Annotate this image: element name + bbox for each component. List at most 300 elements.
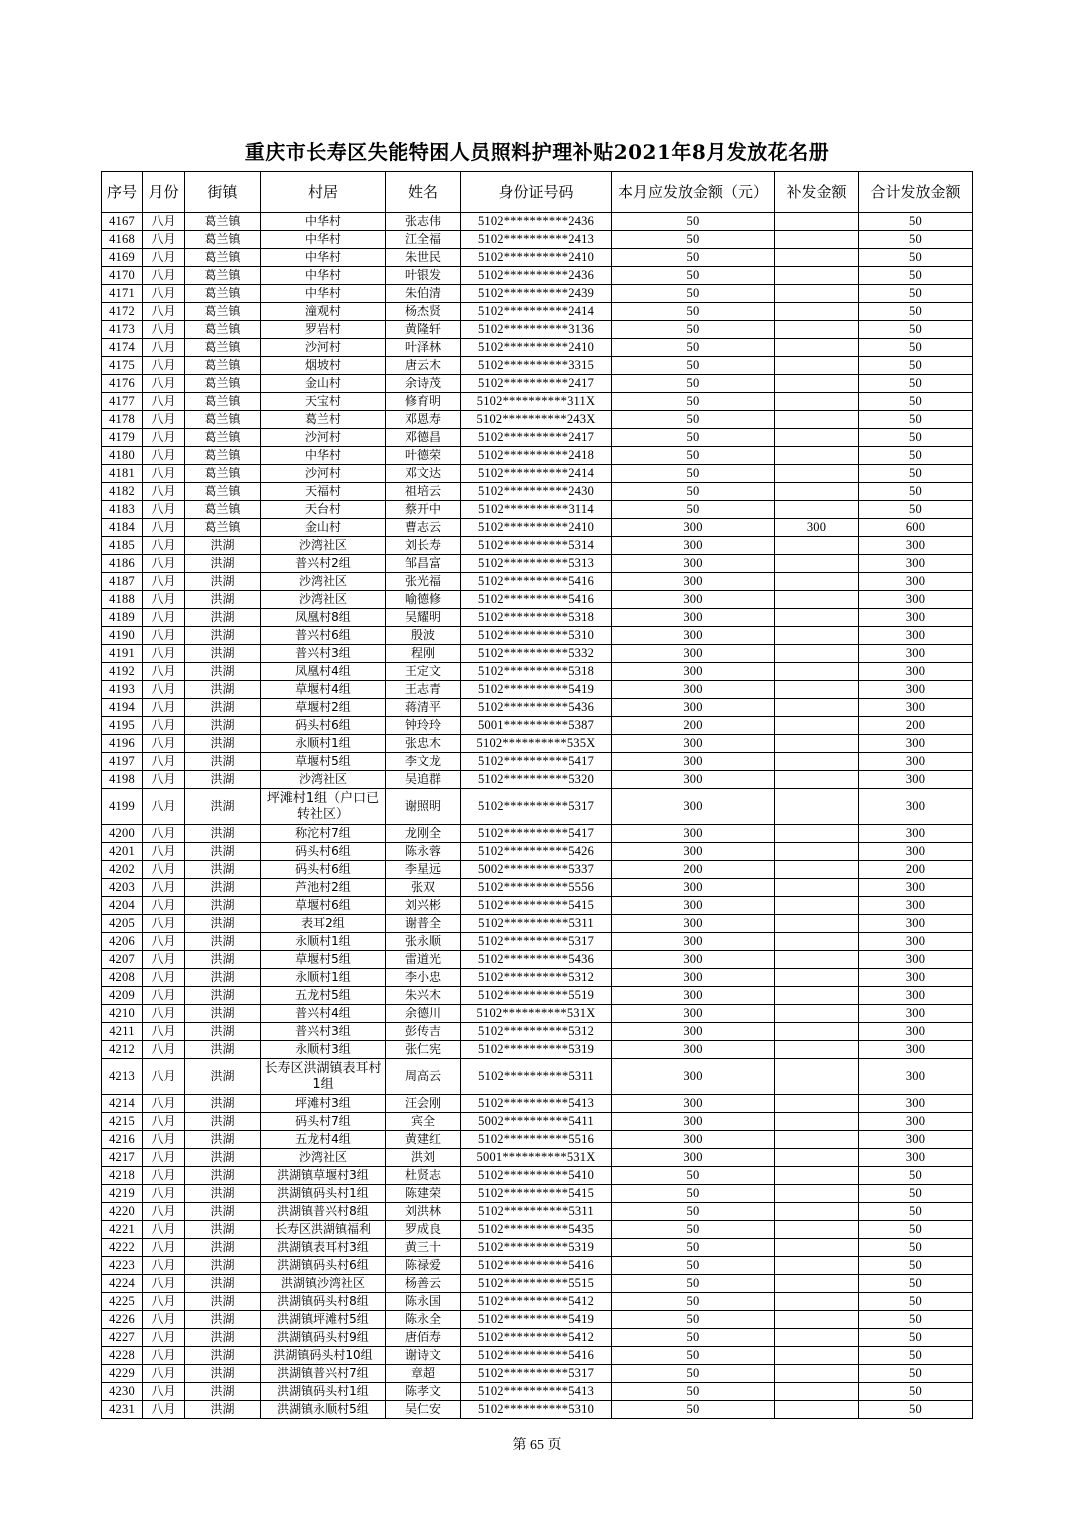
cell-supplement [775, 699, 859, 717]
cell-village: 天台村 [261, 501, 386, 519]
table-row [102, 555, 973, 573]
cell-town: 葛兰镇 [185, 357, 261, 375]
cell-total: 300 [859, 789, 973, 825]
cell-total: 50 [859, 1239, 973, 1257]
cell-supplement [775, 1059, 859, 1095]
cell-supplement [775, 969, 859, 987]
cell-month: 八月 [143, 1041, 185, 1059]
table-row [102, 1347, 973, 1365]
cell-town: 葛兰镇 [185, 231, 261, 249]
cell-supplement [775, 321, 859, 339]
cell-due: 50 [612, 447, 775, 465]
cell-seq: 4186 [102, 555, 143, 573]
cell-seq: 4192 [102, 663, 143, 681]
cell-total: 50 [859, 285, 973, 303]
cell-village: 天宝村 [261, 393, 386, 411]
cell-seq: 4179 [102, 429, 143, 447]
cell-total: 300 [859, 627, 973, 645]
cell-month: 八月 [143, 915, 185, 933]
table-row [102, 609, 973, 627]
cell-seq: 4222 [102, 1239, 143, 1257]
cell-seq: 4226 [102, 1311, 143, 1329]
cell-supplement [775, 1257, 859, 1275]
cell-town: 洪湖 [185, 987, 261, 1005]
cell-supplement [775, 1401, 859, 1419]
cell-town: 洪湖 [185, 771, 261, 789]
cell-supplement [775, 663, 859, 681]
cell-name: 黄隆轩 [386, 321, 461, 339]
cell-month: 八月 [143, 465, 185, 483]
cell-town: 洪湖 [185, 1257, 261, 1275]
cell-due: 300 [612, 627, 775, 645]
cell-id: 5102**********3114 [461, 501, 612, 519]
cell-village: 沙湾社区 [261, 771, 386, 789]
cell-month: 八月 [143, 303, 185, 321]
cell-town: 葛兰镇 [185, 501, 261, 519]
cell-supplement [775, 1311, 859, 1329]
cell-id: 5102**********2436 [461, 267, 612, 285]
cell-name: 汪会刚 [386, 1095, 461, 1113]
cell-due: 300 [612, 897, 775, 915]
cell-village: 凤凰村4组 [261, 663, 386, 681]
cell-town: 洪湖 [185, 555, 261, 573]
cell-name: 龙刚全 [386, 825, 461, 843]
cell-seq: 4224 [102, 1275, 143, 1293]
table-row [102, 321, 973, 339]
header-supplement-amount: 补发金额 [775, 172, 859, 213]
cell-due: 50 [612, 411, 775, 429]
cell-total: 50 [859, 393, 973, 411]
cell-month: 八月 [143, 267, 185, 285]
cell-seq: 4191 [102, 645, 143, 663]
header-seq: 序号 [102, 172, 143, 213]
table-row [102, 429, 973, 447]
cell-id: 5102**********5435 [461, 1221, 612, 1239]
cell-supplement [775, 1095, 859, 1113]
cell-town: 洪湖 [185, 1329, 261, 1347]
cell-seq: 4178 [102, 411, 143, 429]
cell-town: 葛兰镇 [185, 249, 261, 267]
cell-name: 王志青 [386, 681, 461, 699]
cell-seq: 4212 [102, 1041, 143, 1059]
cell-supplement [775, 537, 859, 555]
cell-id: 5102**********5415 [461, 897, 612, 915]
cell-village: 洪湖镇表耳村3组 [261, 1239, 386, 1257]
cell-village: 沙河村 [261, 429, 386, 447]
cell-supplement [775, 249, 859, 267]
table-row [102, 1149, 973, 1167]
cell-seq: 4167 [102, 213, 143, 231]
table-row [102, 1023, 973, 1041]
cell-town: 洪湖 [185, 753, 261, 771]
cell-month: 八月 [143, 681, 185, 699]
cell-total: 50 [859, 213, 973, 231]
cell-town: 洪湖 [185, 1275, 261, 1293]
cell-id: 5102**********5317 [461, 933, 612, 951]
cell-id: 5102**********5318 [461, 663, 612, 681]
cell-id: 5102**********2410 [461, 339, 612, 357]
cell-total: 50 [859, 447, 973, 465]
cell-id: 5102**********5311 [461, 1059, 612, 1095]
cell-supplement [775, 213, 859, 231]
table-row [102, 501, 973, 519]
cell-town: 洪湖 [185, 1401, 261, 1419]
cell-due: 50 [612, 1185, 775, 1203]
cell-total: 50 [859, 249, 973, 267]
cell-total: 300 [859, 1005, 973, 1023]
cell-id: 5102**********2418 [461, 447, 612, 465]
cell-name: 邹昌富 [386, 555, 461, 573]
table-row [102, 519, 973, 537]
table-row [102, 267, 973, 285]
cell-town: 洪湖 [185, 879, 261, 897]
cell-town: 洪湖 [185, 645, 261, 663]
cell-month: 八月 [143, 555, 185, 573]
cell-due: 200 [612, 717, 775, 735]
cell-id: 5102**********5319 [461, 1239, 612, 1257]
cell-supplement [775, 1113, 859, 1131]
cell-total: 300 [859, 825, 973, 843]
cell-seq: 4214 [102, 1095, 143, 1113]
cell-due: 50 [612, 1257, 775, 1275]
cell-name: 陈永国 [386, 1293, 461, 1311]
cell-id: 5102**********5416 [461, 573, 612, 591]
cell-due: 300 [612, 1095, 775, 1113]
cell-supplement [775, 789, 859, 825]
header-month: 月份 [143, 172, 185, 213]
cell-seq: 4204 [102, 897, 143, 915]
cell-village: 草堰村2组 [261, 699, 386, 717]
cell-name: 修育明 [386, 393, 461, 411]
cell-total: 50 [859, 1257, 973, 1275]
cell-seq: 4213 [102, 1059, 143, 1095]
document-title: 重庆市长寿区失能特困人员照料护理补贴2021年8月发放花名册 [244, 140, 830, 164]
cell-month: 八月 [143, 735, 185, 753]
cell-due: 300 [612, 1059, 775, 1095]
cell-town: 洪湖 [185, 699, 261, 717]
cell-id: 5102**********5313 [461, 555, 612, 573]
cell-id: 5102**********5319 [461, 1041, 612, 1059]
cell-month: 八月 [143, 411, 185, 429]
cell-id: 5102**********5317 [461, 1365, 612, 1383]
cell-name: 蔡开中 [386, 501, 461, 519]
cell-supplement [775, 627, 859, 645]
cell-seq: 4221 [102, 1221, 143, 1239]
cell-month: 八月 [143, 1293, 185, 1311]
cell-seq: 4198 [102, 771, 143, 789]
cell-due: 50 [612, 1221, 775, 1239]
cell-month: 八月 [143, 645, 185, 663]
cell-due: 50 [612, 321, 775, 339]
cell-seq: 4205 [102, 915, 143, 933]
cell-village: 芦池村2组 [261, 879, 386, 897]
cell-supplement [775, 303, 859, 321]
cell-month: 八月 [143, 447, 185, 465]
cell-name: 陈禄爱 [386, 1257, 461, 1275]
cell-village: 码头村7组 [261, 1113, 386, 1131]
cell-total: 50 [859, 429, 973, 447]
cell-due: 300 [612, 915, 775, 933]
cell-supplement [775, 1149, 859, 1167]
cell-supplement [775, 735, 859, 753]
cell-name: 张忠木 [386, 735, 461, 753]
cell-supplement [775, 1203, 859, 1221]
cell-id: 5102**********5318 [461, 609, 612, 627]
cell-name: 叶泽林 [386, 339, 461, 357]
cell-name: 杨杰贤 [386, 303, 461, 321]
cell-supplement [775, 1185, 859, 1203]
cell-town: 葛兰镇 [185, 447, 261, 465]
cell-seq: 4180 [102, 447, 143, 465]
cell-name: 李星远 [386, 861, 461, 879]
cell-town: 洪湖 [185, 627, 261, 645]
cell-due: 300 [612, 1005, 775, 1023]
cell-seq: 4227 [102, 1329, 143, 1347]
cell-name: 章超 [386, 1365, 461, 1383]
cell-due: 50 [612, 1401, 775, 1419]
cell-id: 5102**********5516 [461, 1131, 612, 1149]
cell-supplement [775, 483, 859, 501]
cell-total: 300 [859, 1095, 973, 1113]
header-village: 村居 [261, 172, 386, 213]
table-row [102, 699, 973, 717]
cell-total: 300 [859, 933, 973, 951]
cell-seq: 4188 [102, 591, 143, 609]
cell-name: 陈孝文 [386, 1383, 461, 1401]
cell-seq: 4209 [102, 987, 143, 1005]
cell-town: 葛兰镇 [185, 375, 261, 393]
cell-month: 八月 [143, 1239, 185, 1257]
cell-town: 洪湖 [185, 951, 261, 969]
cell-town: 洪湖 [185, 915, 261, 933]
cell-total: 50 [859, 411, 973, 429]
cell-supplement [775, 1131, 859, 1149]
cell-month: 八月 [143, 393, 185, 411]
cell-month: 八月 [143, 1005, 185, 1023]
page-number: 第 65 页 [512, 1438, 562, 1453]
table-row [102, 537, 973, 555]
cell-seq: 4225 [102, 1293, 143, 1311]
cell-supplement [775, 357, 859, 375]
cell-due: 50 [612, 1167, 775, 1185]
cell-seq: 4193 [102, 681, 143, 699]
cell-town: 葛兰镇 [185, 519, 261, 537]
table-row [102, 843, 973, 861]
header-total-amount: 合计发放金额 [859, 172, 973, 213]
cell-village: 洪湖镇码头村8组 [261, 1293, 386, 1311]
table-row [102, 1185, 973, 1203]
table-row [102, 753, 973, 771]
cell-id: 5102**********2417 [461, 375, 612, 393]
cell-seq: 4195 [102, 717, 143, 735]
cell-village: 坪滩村1组（户口已转社区） [261, 789, 386, 825]
header-town: 街镇 [185, 172, 261, 213]
table-row [102, 1131, 973, 1149]
cell-total: 50 [859, 321, 973, 339]
cell-supplement [775, 501, 859, 519]
cell-village: 普兴村3组 [261, 645, 386, 663]
cell-supplement [775, 591, 859, 609]
cell-month: 八月 [143, 1257, 185, 1275]
cell-month: 八月 [143, 501, 185, 519]
cell-id: 5102**********2414 [461, 303, 612, 321]
cell-id: 5002**********5411 [461, 1113, 612, 1131]
cell-supplement [775, 879, 859, 897]
cell-id: 5102**********5417 [461, 825, 612, 843]
cell-seq: 4187 [102, 573, 143, 591]
cell-month: 八月 [143, 1329, 185, 1347]
cell-seq: 4230 [102, 1383, 143, 1401]
cell-month: 八月 [143, 321, 185, 339]
table-row [102, 1239, 973, 1257]
cell-month: 八月 [143, 1311, 185, 1329]
cell-seq: 4215 [102, 1113, 143, 1131]
cell-due: 50 [612, 1383, 775, 1401]
cell-id: 5102**********5416 [461, 1257, 612, 1275]
cell-id: 5102**********3315 [461, 357, 612, 375]
cell-village: 洪湖镇坪滩村5组 [261, 1311, 386, 1329]
cell-id: 5102**********5416 [461, 1347, 612, 1365]
cell-town: 葛兰镇 [185, 483, 261, 501]
cell-total: 50 [859, 267, 973, 285]
cell-supplement [775, 555, 859, 573]
cell-month: 八月 [143, 1365, 185, 1383]
cell-name: 余德川 [386, 1005, 461, 1023]
cell-due: 50 [612, 1239, 775, 1257]
cell-due: 300 [612, 1113, 775, 1131]
cell-due: 300 [612, 519, 775, 537]
cell-total: 300 [859, 591, 973, 609]
cell-total: 50 [859, 1185, 973, 1203]
cell-village: 草堰村6组 [261, 897, 386, 915]
table-row [102, 717, 973, 735]
table-body [102, 213, 973, 1419]
cell-month: 八月 [143, 1113, 185, 1131]
cell-total: 300 [859, 771, 973, 789]
cell-supplement [775, 1293, 859, 1311]
cell-village: 码头村6组 [261, 861, 386, 879]
cell-total: 300 [859, 1149, 973, 1167]
cell-town: 洪湖 [185, 897, 261, 915]
cell-month: 八月 [143, 1221, 185, 1239]
cell-due: 300 [612, 573, 775, 591]
cell-seq: 4201 [102, 843, 143, 861]
cell-due: 50 [612, 1293, 775, 1311]
cell-village: 金山村 [261, 519, 386, 537]
cell-due: 300 [612, 951, 775, 969]
cell-name: 喻德修 [386, 591, 461, 609]
cell-name: 殷波 [386, 627, 461, 645]
table-row [102, 573, 973, 591]
cell-seq: 4171 [102, 285, 143, 303]
cell-month: 八月 [143, 483, 185, 501]
cell-month: 八月 [143, 951, 185, 969]
cell-due: 300 [612, 789, 775, 825]
cell-village: 五龙村4组 [261, 1131, 386, 1149]
cell-village: 凤凰村8组 [261, 609, 386, 627]
cell-total: 50 [859, 1203, 973, 1221]
cell-total: 300 [859, 969, 973, 987]
cell-village: 沙湾社区 [261, 591, 386, 609]
cell-name: 李文龙 [386, 753, 461, 771]
cell-name: 黄建红 [386, 1131, 461, 1149]
cell-id: 5002**********5337 [461, 861, 612, 879]
cell-supplement [775, 1365, 859, 1383]
table-row [102, 1005, 973, 1023]
cell-month: 八月 [143, 933, 185, 951]
cell-name: 张仁宪 [386, 1041, 461, 1059]
cell-village: 沙湾社区 [261, 1149, 386, 1167]
cell-month: 八月 [143, 771, 185, 789]
cell-due: 50 [612, 231, 775, 249]
cell-id: 5102**********2410 [461, 519, 612, 537]
cell-total: 50 [859, 1347, 973, 1365]
cell-total: 300 [859, 681, 973, 699]
cell-supplement [775, 411, 859, 429]
cell-due: 300 [612, 537, 775, 555]
cell-total: 50 [859, 1167, 973, 1185]
cell-town: 洪湖 [185, 1203, 261, 1221]
cell-total: 50 [859, 465, 973, 483]
cell-id: 5102**********2414 [461, 465, 612, 483]
cell-village: 码头村6组 [261, 843, 386, 861]
cell-total: 300 [859, 1041, 973, 1059]
cell-month: 八月 [143, 1383, 185, 1401]
cell-total: 50 [859, 1365, 973, 1383]
cell-seq: 4168 [102, 231, 143, 249]
cell-supplement [775, 573, 859, 591]
cell-due: 300 [612, 555, 775, 573]
cell-supplement [775, 1383, 859, 1401]
cell-town: 洪湖 [185, 1023, 261, 1041]
cell-town: 洪湖 [185, 1041, 261, 1059]
cell-name: 叶德荣 [386, 447, 461, 465]
cell-name: 蒋清平 [386, 699, 461, 717]
cell-name: 杨善云 [386, 1275, 461, 1293]
cell-town: 洪湖 [185, 843, 261, 861]
table-row [102, 231, 973, 249]
cell-seq: 4210 [102, 1005, 143, 1023]
cell-total: 50 [859, 1293, 973, 1311]
cell-month: 八月 [143, 897, 185, 915]
cell-id: 5102**********2430 [461, 483, 612, 501]
cell-town: 洪湖 [185, 1221, 261, 1239]
cell-month: 八月 [143, 375, 185, 393]
cell-supplement [775, 681, 859, 699]
cell-id: 5102**********5419 [461, 681, 612, 699]
cell-month: 八月 [143, 231, 185, 249]
cell-due: 50 [612, 303, 775, 321]
cell-supplement [775, 339, 859, 357]
cell-seq: 4189 [102, 609, 143, 627]
cell-total: 50 [859, 1401, 973, 1419]
cell-total: 300 [859, 645, 973, 663]
cell-supplement [775, 861, 859, 879]
cell-due: 50 [612, 1365, 775, 1383]
cell-total: 300 [859, 915, 973, 933]
table-row [102, 1221, 973, 1239]
cell-supplement [775, 1167, 859, 1185]
cell-total: 300 [859, 843, 973, 861]
cell-supplement [775, 933, 859, 951]
cell-town: 洪湖 [185, 1383, 261, 1401]
cell-month: 八月 [143, 987, 185, 1005]
cell-town: 葛兰镇 [185, 303, 261, 321]
cell-town: 洪湖 [185, 861, 261, 879]
cell-supplement [775, 1023, 859, 1041]
cell-supplement [775, 843, 859, 861]
cell-name: 谢照明 [386, 789, 461, 825]
